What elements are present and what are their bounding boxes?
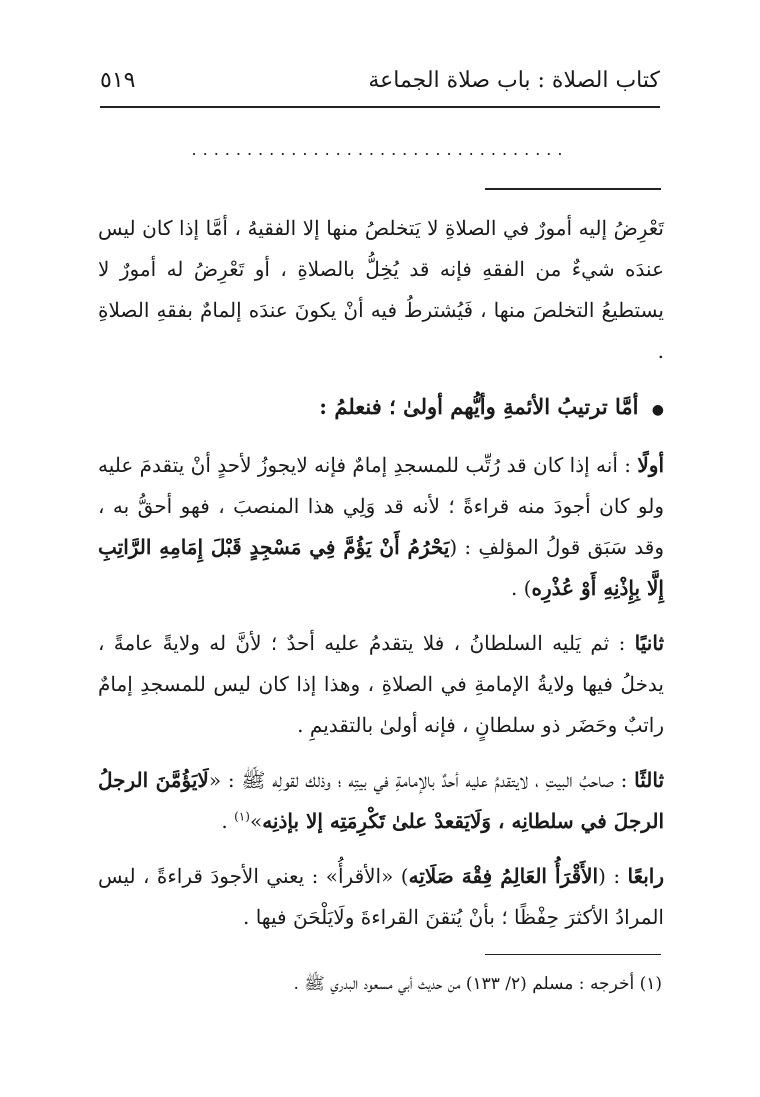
page-number: ٥١٩ bbox=[100, 68, 136, 93]
paragraph-label: رابعًا bbox=[627, 864, 664, 888]
paragraph-fourth bbox=[98, 856, 664, 938]
heading-text: أمَّا ترتيبُ الأئمةِ وأيُّهم أولىٰ ؛ فنعلمُ : bbox=[319, 394, 639, 419]
hadith-quote: لَايَؤُمَّنَ الرجلُ الرجلَ في سلطانِه ، وَلَايَقعدْ علىٰ تَكْرِمَتِه إلا بإذنِه bbox=[98, 768, 664, 833]
paragraph-text: : صاحبُ البيتِ ، لايتقدمُ عليه أحدٌ بالإمامةِ في بيتِه ؛ وذلك لقولِه ﷺ : « bbox=[208, 768, 628, 792]
paragraph-label: أولًا bbox=[637, 453, 664, 477]
quoted-text: الأَقْرَأُ العَالِمُ فِقْهَ صَلَاتِه bbox=[408, 864, 599, 888]
section-rule bbox=[485, 188, 661, 190]
quote-close: » bbox=[249, 809, 263, 833]
paragraph-second bbox=[98, 623, 664, 746]
footnote-ref: (١) bbox=[234, 809, 250, 824]
separator-dots: .................................. bbox=[191, 140, 569, 159]
page-header bbox=[100, 66, 660, 108]
quoted-text: يَحْرُمُ أَنْ يَؤُمَّ فِي مَسْجِدٍ قَبْلَ إِمَامِهِ الرَّاتِبِ إِلَّا بِإِذْنِهِ أَوْ عُذْرِه bbox=[98, 535, 664, 600]
section-heading bbox=[98, 386, 664, 431]
main-text bbox=[98, 208, 664, 952]
paragraph-label: ثالثًا bbox=[634, 768, 665, 792]
paragraph-first bbox=[98, 445, 664, 609]
paragraph-open: : ( bbox=[598, 864, 621, 888]
paragraph-end: . bbox=[221, 809, 235, 833]
footnote-rule bbox=[485, 954, 661, 955]
paragraph-end: ) . bbox=[510, 576, 532, 600]
bullet-icon: ● bbox=[651, 402, 664, 418]
running-title: كتاب الصلاة : باب صلاة الجماعة bbox=[368, 68, 660, 93]
paragraph-text: : ثم يَليه السلطانُ ، فلا يتقدمُ عليه أحدٌ ؛ لأنَّ له ولايةً عامةً ، يدخلُ فيها ولايةُ الإمامةِ في الصلاةِ ، وهذا إذا كان ليس للمسجدِ إمامٌ راتبٌ وحَضَر ذو سلطانٍ ، فإنه أولىٰ بالتقديمِ . bbox=[98, 631, 664, 737]
paragraph-third bbox=[98, 760, 664, 842]
paragraph-text: : أنه إذا كان قد رُتِّب للمسجدِ إمامٌ فإنه لايجوزُ لأحدٍ أنْ يتقدمَ عليه ولو كان أجودَ منه قراءةً ؛ لأنه قد وَلِي هذا المنصبَ ، فهو أحقُّ به ، وقد سَبَق قولُ المؤلفِ : ( bbox=[98, 453, 664, 559]
paragraph-label: ثانيًا bbox=[634, 631, 665, 655]
footnote: (١) أخرجه : مسلم (٢/ ١٣٣) من حديث أبي مسعود البدري ﷺ . bbox=[293, 974, 662, 994]
paragraph-text: ) «الأقرأُ» : يعني الأجودَ قراءةً ، ليس المرادُ الأكثرَ حِفْظًا ؛ بأنْ يُتقنَ القراءةَ ولَايَلْحَنَ فيها . bbox=[98, 864, 664, 929]
paragraph-intro: تَعْرِضُ إليه أمورٌ في الصلاةِ لا يَتخلصُ منها إلا الفقيهُ ، أمَّا إذا كان ليس عندَه شيءٌ من الفقهِ فإنه قد يُخِلُّ بالصلاةِ ، أو تَعْرِضُ له أمورٌ لا يستطيعُ التخلصَ منها ، فَيُشترطُ فيه أنْ يكونَ عندَه إلمامٌ بفقهِ الصلاةِ . bbox=[98, 216, 664, 363]
